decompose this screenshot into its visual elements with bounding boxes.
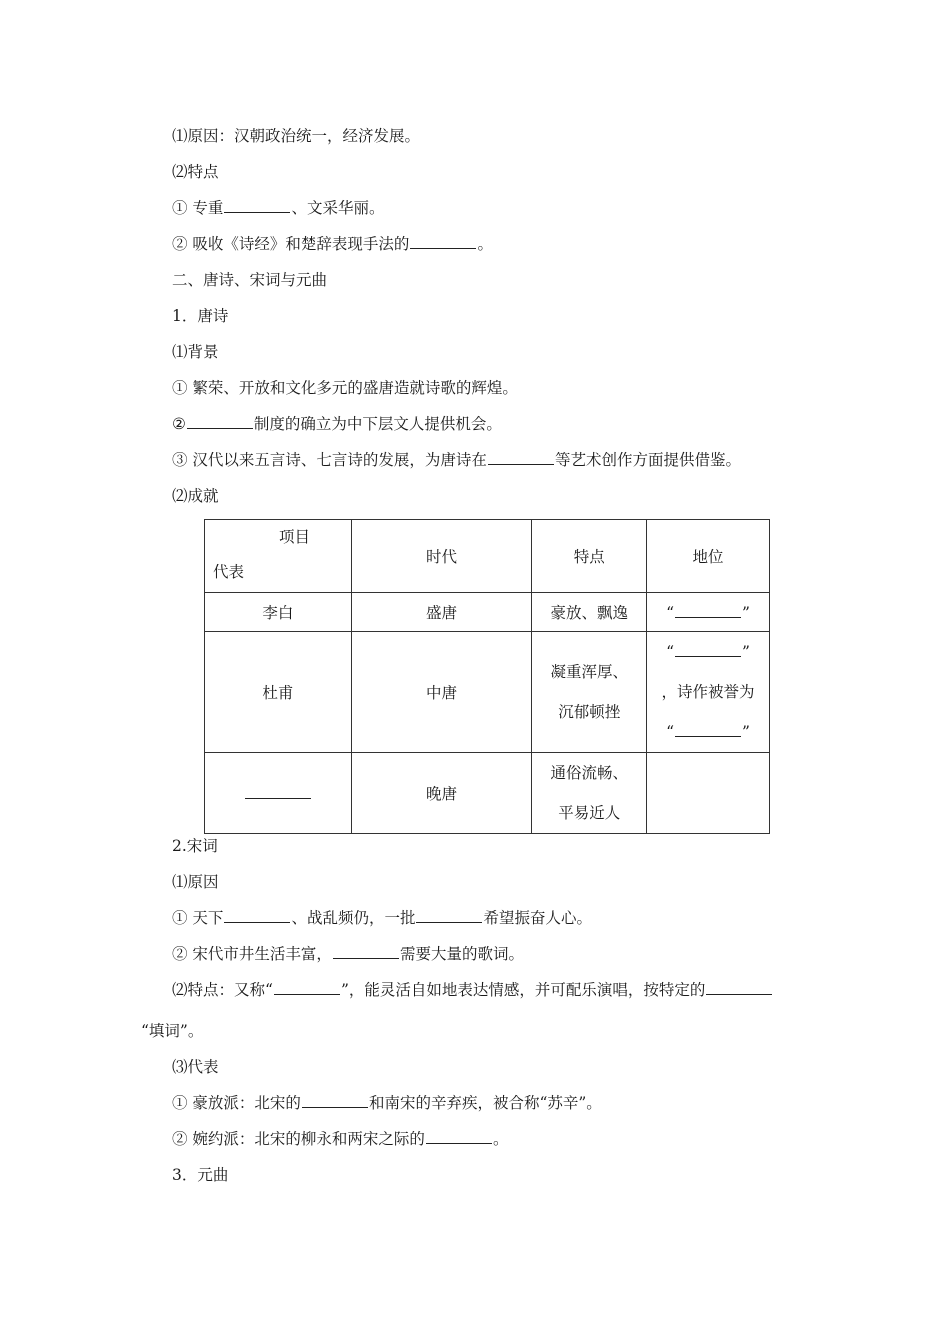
- fill-blank: [224, 198, 290, 213]
- cell-feature: 通俗流畅、 平易近人: [532, 753, 647, 834]
- cell-era: 盛唐: [351, 593, 532, 632]
- text-line: ① 专重 、文采华丽。: [172, 199, 385, 217]
- subsection-heading: 1．唐诗: [172, 307, 229, 325]
- cell-feature: 凝重浑厚、 沉郁顿挫: [532, 632, 647, 753]
- text-line: ⑵特点: [172, 163, 219, 181]
- fill-blank: [187, 414, 253, 429]
- section-heading: 二、唐诗、宋词与元曲: [172, 271, 328, 289]
- text-line: ② 婉约派：北宋的柳永和两宋之际的 。: [172, 1130, 509, 1148]
- text-line: ⑴原因: [172, 873, 219, 891]
- fill-blank: [416, 908, 482, 923]
- fill-blank: [224, 908, 290, 923]
- cell-poet: 李白: [205, 593, 352, 632]
- text-line: ⑶代表: [172, 1058, 219, 1076]
- fill-blank: [426, 1129, 492, 1144]
- fill-blank: [274, 980, 340, 995]
- text-line: ② 制度的确立为中下层文人提供机会。: [172, 415, 502, 433]
- text-line: ⑴背景: [172, 343, 219, 361]
- text-line: ③ 汉代以来五言诗、七言诗的发展，为唐诗在 等艺术创作方面提供借鉴。: [172, 451, 741, 469]
- fill-blank: [488, 450, 554, 465]
- header-status: 地位: [647, 520, 770, 593]
- text-line: ① 天下 、战乱频仍，一批 希望振奋人心。: [172, 909, 592, 927]
- text-line: “填词”。: [141, 1022, 204, 1040]
- text-line: ② 宋代市井生活丰富， 需要大量的歌词。: [172, 945, 524, 963]
- cell-status: “ ”: [647, 593, 770, 632]
- cell-era: 晚唐: [351, 753, 532, 834]
- fill-blank: [706, 980, 772, 995]
- tang-poetry-table: [204, 519, 770, 834]
- header-era: 时代: [351, 520, 532, 593]
- text-line: ⑴原因：汉朝政治统一，经济发展。: [172, 127, 421, 145]
- text-line: ② 吸收《诗经》和楚辞表现手法的 。: [172, 235, 493, 253]
- fill-blank: [675, 603, 741, 618]
- text-line: ① 繁荣、开放和文化多元的盛唐造就诗歌的辉煌。: [172, 379, 518, 397]
- cell-era: 中唐: [351, 632, 532, 753]
- fill-blank: [675, 722, 741, 737]
- text-line: ⑵特点：又称“ ”，能灵活自如地表达情感，并可配乐演唱，按特定的: [172, 980, 773, 1000]
- cell-status: [647, 753, 770, 834]
- fill-blank: [245, 784, 311, 799]
- cell-status: “ ” ，诗作被誉为 “ ”: [647, 632, 770, 753]
- fill-blank: [675, 642, 741, 657]
- cell-poet: 杜甫: [205, 632, 352, 753]
- cell-feature: 豪放、飘逸: [532, 593, 647, 632]
- cell-poet: [205, 753, 352, 834]
- fill-blank: [333, 944, 399, 959]
- text-line: ⑵成就: [172, 487, 219, 505]
- subsection-heading: 2.宋词: [172, 837, 218, 855]
- header-feature: 特点: [532, 520, 647, 593]
- fill-blank: [302, 1093, 368, 1108]
- subsection-heading: 3．元曲: [172, 1166, 229, 1184]
- fill-blank: [410, 234, 476, 249]
- corner-header-cell: 项目 代表: [205, 520, 352, 593]
- text-line: ① 豪放派：北宋的 和南宋的辛弃疾，被合称“苏辛”。: [172, 1094, 602, 1112]
